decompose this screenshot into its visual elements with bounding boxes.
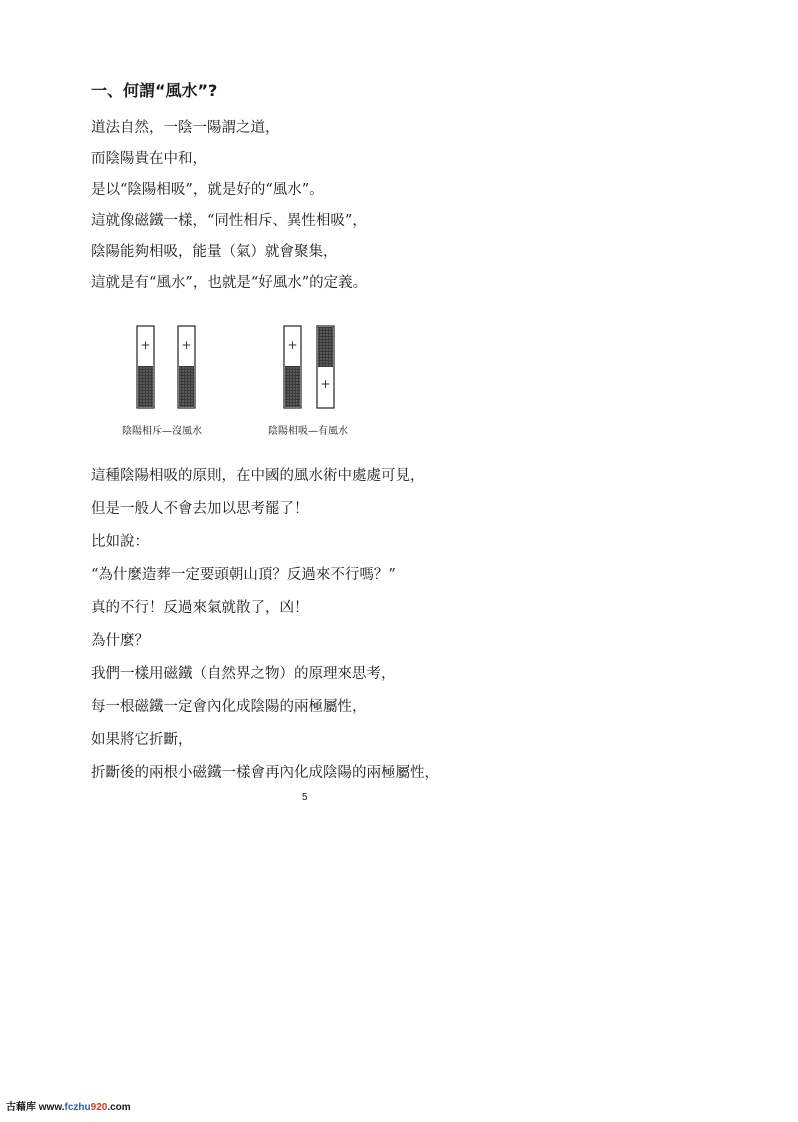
paragraph-line: 我們一樣用磁鐵（自然界之物）的原理來思考， <box>91 666 396 682</box>
magnet-repel-left <box>137 326 154 408</box>
plus-sign: + <box>287 338 298 352</box>
figure-caption-right: 陰陽相吸—有風水 <box>268 426 348 437</box>
plus-sign: + <box>181 338 192 352</box>
figure-caption-left: 陰陽相斥—沒風水 <box>122 426 202 437</box>
paragraph-line: 道法自然，一陰一陽謂之道， <box>91 120 280 136</box>
footer-watermark <box>6 1098 131 1113</box>
paragraph-line: 這種陰陽相吸的原則，在中國的風水術中處處可見， <box>91 468 425 484</box>
paragraph-line: 這就像磁鐵一樣，“同性相斥、異性相吸”， <box>91 213 367 229</box>
paragraph-line: 但是一般人不會去加以思考罷了！ <box>91 501 309 517</box>
footer-url-number: 920 <box>90 1102 108 1113</box>
paragraph-line: 如果將它折斷， <box>91 732 193 748</box>
page-number: 5 <box>302 792 308 803</box>
paragraph-line: 而陰陽貴在中和， <box>91 151 207 167</box>
footer-url-prefix: www. <box>38 1102 65 1113</box>
magnet-repel-right <box>178 326 195 408</box>
paragraph-line: “為什麼造葬一定要頭朝山頂？反過來不行嗎？” <box>91 567 396 583</box>
magnet-illustration <box>110 316 390 416</box>
plus-sign: + <box>140 338 151 352</box>
paragraph-line: 這就是有“風水”，也就是“好風水”的定義。 <box>91 275 368 291</box>
plus-sign: + <box>320 377 331 391</box>
footer-url-suffix: .com <box>107 1102 131 1113</box>
paragraph-line: 陰陽能夠相吸，能量（氣）就會聚集， <box>91 244 338 260</box>
paragraph-line: 真的不行！反過來氣就散了，凶！ <box>91 600 309 616</box>
footer-site-name: 古藉库 <box>6 1102 36 1113</box>
paragraph-line: 是以“陰陽相吸”，就是好的“風水”。 <box>91 182 324 198</box>
paragraph-line: 為什麼？ <box>91 633 149 649</box>
paragraph-line: 每一根磁鐵一定會內化成陰陽的兩極屬性， <box>91 699 367 715</box>
paragraph-line: 折斷後的兩根小磁鐵一樣會再內化成陰陽的兩極屬性， <box>91 765 439 781</box>
section-heading: 一、何謂“風水”? <box>91 81 218 100</box>
footer-url-domain: fczhu <box>64 1102 91 1113</box>
magnet-attract-right <box>317 326 334 408</box>
paragraph-line: 比如說： <box>91 534 149 550</box>
magnet-attract-left <box>284 326 301 408</box>
magnet-figure <box>110 316 390 446</box>
